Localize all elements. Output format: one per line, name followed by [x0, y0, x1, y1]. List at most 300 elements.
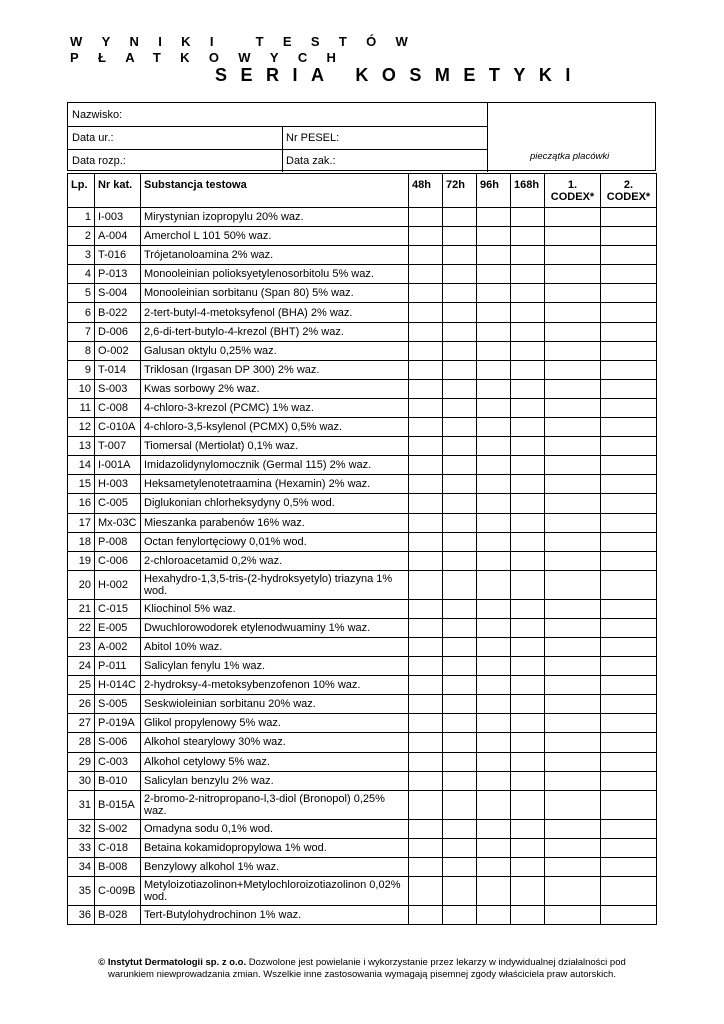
result-72h[interactable] — [443, 456, 477, 475]
result-codex-1[interactable] — [545, 532, 601, 551]
result-48h[interactable] — [409, 227, 443, 246]
result-96h[interactable] — [477, 752, 511, 771]
result-168h[interactable] — [511, 838, 545, 857]
result-48h[interactable] — [409, 695, 443, 714]
result-48h[interactable] — [409, 551, 443, 570]
result-72h[interactable] — [443, 227, 477, 246]
result-codex-1[interactable] — [545, 657, 601, 676]
table-row — [68, 494, 657, 513]
result-168h[interactable] — [511, 265, 545, 284]
result-96h[interactable] — [477, 599, 511, 618]
result-96h[interactable] — [477, 494, 511, 513]
result-48h[interactable] — [409, 599, 443, 618]
result-codex-1[interactable] — [545, 819, 601, 838]
test-results-table — [67, 173, 657, 925]
result-72h[interactable] — [443, 532, 477, 551]
result-codex-2[interactable] — [601, 752, 657, 771]
result-codex-2[interactable] — [601, 733, 657, 752]
result-codex-1[interactable] — [545, 771, 601, 790]
row-number: 8 — [68, 341, 95, 360]
row-number: 3 — [68, 246, 95, 265]
result-48h[interactable] — [409, 838, 443, 857]
result-codex-1[interactable] — [545, 733, 601, 752]
result-48h[interactable] — [409, 398, 443, 417]
result-codex-1[interactable] — [545, 857, 601, 876]
result-72h[interactable] — [443, 208, 477, 227]
result-48h[interactable] — [409, 303, 443, 322]
result-96h[interactable] — [477, 618, 511, 637]
table-row — [68, 341, 657, 360]
result-168h[interactable] — [511, 657, 545, 676]
result-48h[interactable] — [409, 532, 443, 551]
result-codex-2[interactable] — [601, 398, 657, 417]
result-48h[interactable] — [409, 341, 443, 360]
substance-name: 4-chloro-3-krezol (PCMC) 1% waz. — [141, 398, 409, 417]
result-codex-1[interactable] — [545, 284, 601, 303]
result-72h[interactable] — [443, 676, 477, 695]
result-codex-1[interactable] — [545, 618, 601, 637]
result-codex-2[interactable] — [601, 570, 657, 599]
result-168h[interactable] — [511, 494, 545, 513]
result-codex-2[interactable] — [601, 379, 657, 398]
result-72h[interactable] — [443, 733, 477, 752]
substance-name: Tiomersal (Mertiolat) 0,1% waz. — [141, 437, 409, 456]
result-96h[interactable] — [477, 906, 511, 925]
result-48h[interactable] — [409, 857, 443, 876]
result-168h[interactable] — [511, 341, 545, 360]
surname-field[interactable] — [68, 103, 487, 126]
result-96h[interactable] — [477, 790, 511, 819]
result-96h[interactable] — [477, 857, 511, 876]
result-168h[interactable] — [511, 551, 545, 570]
result-codex-1[interactable] — [545, 360, 601, 379]
table-row — [68, 284, 657, 303]
result-48h[interactable] — [409, 733, 443, 752]
result-codex-2[interactable] — [601, 819, 657, 838]
result-codex-2[interactable] — [601, 857, 657, 876]
result-codex-1[interactable] — [545, 437, 601, 456]
result-72h[interactable] — [443, 906, 477, 925]
result-codex-1[interactable] — [545, 637, 601, 656]
result-48h[interactable] — [409, 819, 443, 838]
result-48h[interactable] — [409, 265, 443, 284]
row-number: 33 — [68, 838, 95, 857]
result-96h[interactable] — [477, 532, 511, 551]
catalog-number: B-022 — [95, 303, 141, 322]
result-72h[interactable] — [443, 475, 477, 494]
result-72h[interactable] — [443, 379, 477, 398]
result-codex-2[interactable] — [601, 494, 657, 513]
result-168h[interactable] — [511, 379, 545, 398]
row-number: 14 — [68, 456, 95, 475]
result-96h[interactable] — [477, 838, 511, 857]
result-48h[interactable] — [409, 570, 443, 599]
row-number: 30 — [68, 771, 95, 790]
result-72h[interactable] — [443, 657, 477, 676]
result-codex-1[interactable] — [545, 303, 601, 322]
catalog-number: C-015 — [95, 599, 141, 618]
patient-info-box — [67, 102, 656, 171]
result-96h[interactable] — [477, 265, 511, 284]
result-48h[interactable] — [409, 771, 443, 790]
result-codex-2[interactable] — [601, 360, 657, 379]
result-168h[interactable] — [511, 284, 545, 303]
result-48h[interactable] — [409, 437, 443, 456]
result-72h[interactable] — [443, 771, 477, 790]
table-row — [68, 208, 657, 227]
result-codex-1[interactable] — [545, 906, 601, 925]
result-72h[interactable] — [443, 838, 477, 857]
result-codex-1[interactable] — [545, 322, 601, 341]
result-96h[interactable] — [477, 676, 511, 695]
result-72h[interactable] — [443, 322, 477, 341]
table-row — [68, 437, 657, 456]
result-96h[interactable] — [477, 418, 511, 437]
result-48h[interactable] — [409, 322, 443, 341]
table-row — [68, 695, 657, 714]
result-96h[interactable] — [477, 695, 511, 714]
result-168h[interactable] — [511, 227, 545, 246]
result-codex-2[interactable] — [601, 246, 657, 265]
result-48h[interactable] — [409, 676, 443, 695]
result-codex-1[interactable] — [545, 265, 601, 284]
result-codex-2[interactable] — [601, 284, 657, 303]
result-72h[interactable] — [443, 284, 477, 303]
result-codex-1[interactable] — [545, 418, 601, 437]
start-date-field[interactable] — [68, 149, 282, 172]
result-168h[interactable] — [511, 246, 545, 265]
result-48h[interactable] — [409, 494, 443, 513]
result-168h[interactable] — [511, 398, 545, 417]
substance-name: Glikol propylenowy 5% waz. — [141, 714, 409, 733]
row-number: 23 — [68, 637, 95, 656]
result-96h[interactable] — [477, 437, 511, 456]
result-168h[interactable] — [511, 714, 545, 733]
divider — [282, 126, 283, 172]
result-codex-2[interactable] — [601, 877, 657, 906]
result-codex-1[interactable] — [545, 676, 601, 695]
result-96h[interactable] — [477, 475, 511, 494]
catalog-number: A-004 — [95, 227, 141, 246]
substance-name: 2,6-di-tert-butylo-4-krezol (BHT) 2% waz. — [141, 322, 409, 341]
result-codex-1[interactable] — [545, 227, 601, 246]
result-codex-1[interactable] — [545, 475, 601, 494]
result-codex-2[interactable] — [601, 676, 657, 695]
substance-name: Monooleinian polioksyetylenosorbitolu 5% waz. — [141, 265, 409, 284]
catalog-number: B-015A — [95, 790, 141, 819]
pesel-field[interactable] — [282, 126, 487, 149]
result-codex-2[interactable] — [601, 790, 657, 819]
table-row — [68, 714, 657, 733]
result-72h[interactable] — [443, 551, 477, 570]
result-48h[interactable] — [409, 714, 443, 733]
catalog-number: B-010 — [95, 771, 141, 790]
substance-name: Octan fenylortęciowy 0,01% wod. — [141, 532, 409, 551]
result-96h[interactable] — [477, 733, 511, 752]
result-codex-2[interactable] — [601, 227, 657, 246]
row-number: 4 — [68, 265, 95, 284]
substance-name: Mirystynian izopropylu 20% waz. — [141, 208, 409, 227]
result-168h[interactable] — [511, 733, 545, 752]
table-row — [68, 676, 657, 695]
substance-name: Trójetanoloamina 2% waz. — [141, 246, 409, 265]
table-row — [68, 475, 657, 494]
result-48h[interactable] — [409, 906, 443, 925]
substance-name: Kliochinol 5% waz. — [141, 599, 409, 618]
result-48h[interactable] — [409, 360, 443, 379]
result-codex-1[interactable] — [545, 208, 601, 227]
result-codex-1[interactable] — [545, 714, 601, 733]
result-72h[interactable] — [443, 857, 477, 876]
table-row — [68, 456, 657, 475]
result-codex-2[interactable] — [601, 437, 657, 456]
result-48h[interactable] — [409, 456, 443, 475]
row-number: 26 — [68, 695, 95, 714]
result-72h[interactable] — [443, 752, 477, 771]
result-96h[interactable] — [477, 246, 511, 265]
result-72h[interactable] — [443, 418, 477, 437]
col-codex-1: 1. CODEX* — [545, 174, 601, 208]
result-168h[interactable] — [511, 618, 545, 637]
catalog-number: T-014 — [95, 360, 141, 379]
col-96h: 96h — [477, 174, 511, 208]
result-codex-1[interactable] — [545, 341, 601, 360]
substance-name: Betaina kokamidopropylowa 1% wod. — [141, 838, 409, 857]
substance-name: Tert-Butylohydrochinon 1% waz. — [141, 906, 409, 925]
substance-name: 2-chloroacetamid 0,2% waz. — [141, 551, 409, 570]
result-codex-1[interactable] — [545, 752, 601, 771]
result-96h[interactable] — [477, 714, 511, 733]
result-codex-1[interactable] — [545, 877, 601, 906]
result-72h[interactable] — [443, 494, 477, 513]
result-72h[interactable] — [443, 265, 477, 284]
birth-date-field[interactable] — [68, 126, 282, 149]
result-72h[interactable] — [443, 790, 477, 819]
substance-name: Seskwioleinian sorbitanu 20% waz. — [141, 695, 409, 714]
stamp-label: pieczątka placówki — [530, 151, 610, 162]
result-72h[interactable] — [443, 398, 477, 417]
result-96h[interactable] — [477, 877, 511, 906]
result-codex-1[interactable] — [545, 790, 601, 819]
result-96h[interactable] — [477, 637, 511, 656]
result-72h[interactable] — [443, 637, 477, 656]
table-row — [68, 418, 657, 437]
result-168h[interactable] — [511, 303, 545, 322]
result-96h[interactable] — [477, 551, 511, 570]
result-168h[interactable] — [511, 360, 545, 379]
catalog-number: E-005 — [95, 618, 141, 637]
result-168h[interactable] — [511, 456, 545, 475]
row-number: 6 — [68, 303, 95, 322]
result-codex-2[interactable] — [601, 456, 657, 475]
result-codex-2[interactable] — [601, 838, 657, 857]
result-codex-2[interactable] — [601, 637, 657, 656]
result-168h[interactable] — [511, 208, 545, 227]
result-96h[interactable] — [477, 208, 511, 227]
result-codex-2[interactable] — [601, 303, 657, 322]
result-codex-2[interactable] — [601, 208, 657, 227]
result-codex-2[interactable] — [601, 906, 657, 925]
col-72h: 72h — [443, 174, 477, 208]
result-codex-1[interactable] — [545, 838, 601, 857]
result-96h[interactable] — [477, 322, 511, 341]
row-number: 20 — [68, 570, 95, 599]
result-72h[interactable] — [443, 341, 477, 360]
table-row — [68, 265, 657, 284]
table-row — [68, 360, 657, 379]
catalog-number: O-002 — [95, 341, 141, 360]
table-row — [68, 303, 657, 322]
result-48h[interactable] — [409, 790, 443, 819]
result-72h[interactable] — [443, 360, 477, 379]
row-number: 5 — [68, 284, 95, 303]
substance-name: Dwuchlorowodorek etylenodwuaminy 1% waz. — [141, 618, 409, 637]
result-72h[interactable] — [443, 819, 477, 838]
substance-name: Metyloizotiazolinon+Metylochloroizotiazolinon 0,02% wod. — [141, 877, 409, 906]
result-168h[interactable] — [511, 570, 545, 599]
result-72h[interactable] — [443, 695, 477, 714]
result-168h[interactable] — [511, 437, 545, 456]
result-168h[interactable] — [511, 475, 545, 494]
row-number: 19 — [68, 551, 95, 570]
result-72h[interactable] — [443, 599, 477, 618]
result-codex-2[interactable] — [601, 618, 657, 637]
result-codex-2[interactable] — [601, 695, 657, 714]
result-168h[interactable] — [511, 599, 545, 618]
catalog-number: H-014C — [95, 676, 141, 695]
result-codex-2[interactable] — [601, 418, 657, 437]
catalog-number: S-005 — [95, 695, 141, 714]
row-number: 17 — [68, 513, 95, 532]
end-date-field[interactable] — [282, 149, 487, 172]
result-48h[interactable] — [409, 657, 443, 676]
result-codex-2[interactable] — [601, 551, 657, 570]
result-72h[interactable] — [443, 714, 477, 733]
result-48h[interactable] — [409, 513, 443, 532]
substance-name: 2-hydroksy-4-metoksybenzofenon 10% waz. — [141, 676, 409, 695]
result-72h[interactable] — [443, 246, 477, 265]
result-codex-2[interactable] — [601, 513, 657, 532]
result-96h[interactable] — [477, 657, 511, 676]
result-96h[interactable] — [477, 227, 511, 246]
result-48h[interactable] — [409, 752, 443, 771]
result-codex-2[interactable] — [601, 341, 657, 360]
result-72h[interactable] — [443, 513, 477, 532]
row-number: 25 — [68, 676, 95, 695]
result-96h[interactable] — [477, 513, 511, 532]
result-codex-2[interactable] — [601, 714, 657, 733]
result-codex-1[interactable] — [545, 695, 601, 714]
result-codex-1[interactable] — [545, 398, 601, 417]
result-codex-2[interactable] — [601, 322, 657, 341]
result-48h[interactable] — [409, 284, 443, 303]
result-168h[interactable] — [511, 676, 545, 695]
result-48h[interactable] — [409, 246, 443, 265]
catalog-number: C-005 — [95, 494, 141, 513]
row-number: 7 — [68, 322, 95, 341]
result-48h[interactable] — [409, 208, 443, 227]
result-96h[interactable] — [477, 771, 511, 790]
result-codex-2[interactable] — [601, 475, 657, 494]
catalog-number: C-010A — [95, 418, 141, 437]
result-codex-2[interactable] — [601, 265, 657, 284]
col-substance: Substancja testowa — [141, 174, 409, 208]
table-row — [68, 752, 657, 771]
table-row — [68, 877, 657, 906]
substance-name: Diglukonian chlorheksydyny 0,5% wod. — [141, 494, 409, 513]
result-168h[interactable] — [511, 877, 545, 906]
result-codex-1[interactable] — [545, 494, 601, 513]
result-96h[interactable] — [477, 819, 511, 838]
substance-name: Salicylan fenylu 1% waz. — [141, 657, 409, 676]
result-72h[interactable] — [443, 618, 477, 637]
result-codex-2[interactable] — [601, 657, 657, 676]
result-96h[interactable] — [477, 360, 511, 379]
result-96h[interactable] — [477, 456, 511, 475]
result-96h[interactable] — [477, 303, 511, 322]
start-date-label: Data rozp.: — [72, 154, 126, 167]
result-codex-2[interactable] — [601, 532, 657, 551]
result-codex-2[interactable] — [601, 599, 657, 618]
result-96h[interactable] — [477, 379, 511, 398]
result-codex-2[interactable] — [601, 771, 657, 790]
result-168h[interactable] — [511, 418, 545, 437]
result-168h[interactable] — [511, 819, 545, 838]
result-168h[interactable] — [511, 857, 545, 876]
result-48h[interactable] — [409, 637, 443, 656]
result-96h[interactable] — [477, 341, 511, 360]
catalog-number: Mx-03C — [95, 513, 141, 532]
result-168h[interactable] — [511, 637, 545, 656]
result-codex-1[interactable] — [545, 246, 601, 265]
result-72h[interactable] — [443, 877, 477, 906]
copyright-footer — [60, 957, 664, 981]
table-row — [68, 599, 657, 618]
result-codex-1[interactable] — [545, 570, 601, 599]
catalog-number: H-003 — [95, 475, 141, 494]
result-codex-1[interactable] — [545, 379, 601, 398]
result-168h[interactable] — [511, 695, 545, 714]
result-96h[interactable] — [477, 570, 511, 599]
result-168h[interactable] — [511, 771, 545, 790]
result-72h[interactable] — [443, 437, 477, 456]
result-codex-1[interactable] — [545, 513, 601, 532]
result-48h[interactable] — [409, 618, 443, 637]
result-72h[interactable] — [443, 303, 477, 322]
result-codex-1[interactable] — [545, 599, 601, 618]
result-168h[interactable] — [511, 790, 545, 819]
result-96h[interactable] — [477, 398, 511, 417]
footer-text-1: Dozwolone jest powielanie i wykorzystanie przez lekarzy w indywidualnej działalności pod — [246, 957, 626, 968]
result-168h[interactable] — [511, 752, 545, 771]
result-168h[interactable] — [511, 906, 545, 925]
result-168h[interactable] — [511, 532, 545, 551]
result-48h[interactable] — [409, 475, 443, 494]
table-header-row — [68, 174, 657, 208]
catalog-number: S-006 — [95, 733, 141, 752]
result-48h[interactable] — [409, 418, 443, 437]
result-codex-1[interactable] — [545, 456, 601, 475]
footer-text-2: warunkiem niewprowadzania zmian. Wszelkie inne zastosowania wymagają pisemnej zgody właściciela praw autorskich. — [108, 969, 616, 980]
result-codex-1[interactable] — [545, 551, 601, 570]
row-number: 12 — [68, 418, 95, 437]
result-48h[interactable] — [409, 877, 443, 906]
result-168h[interactable] — [511, 513, 545, 532]
result-168h[interactable] — [511, 322, 545, 341]
result-48h[interactable] — [409, 379, 443, 398]
result-96h[interactable] — [477, 284, 511, 303]
result-72h[interactable] — [443, 570, 477, 599]
